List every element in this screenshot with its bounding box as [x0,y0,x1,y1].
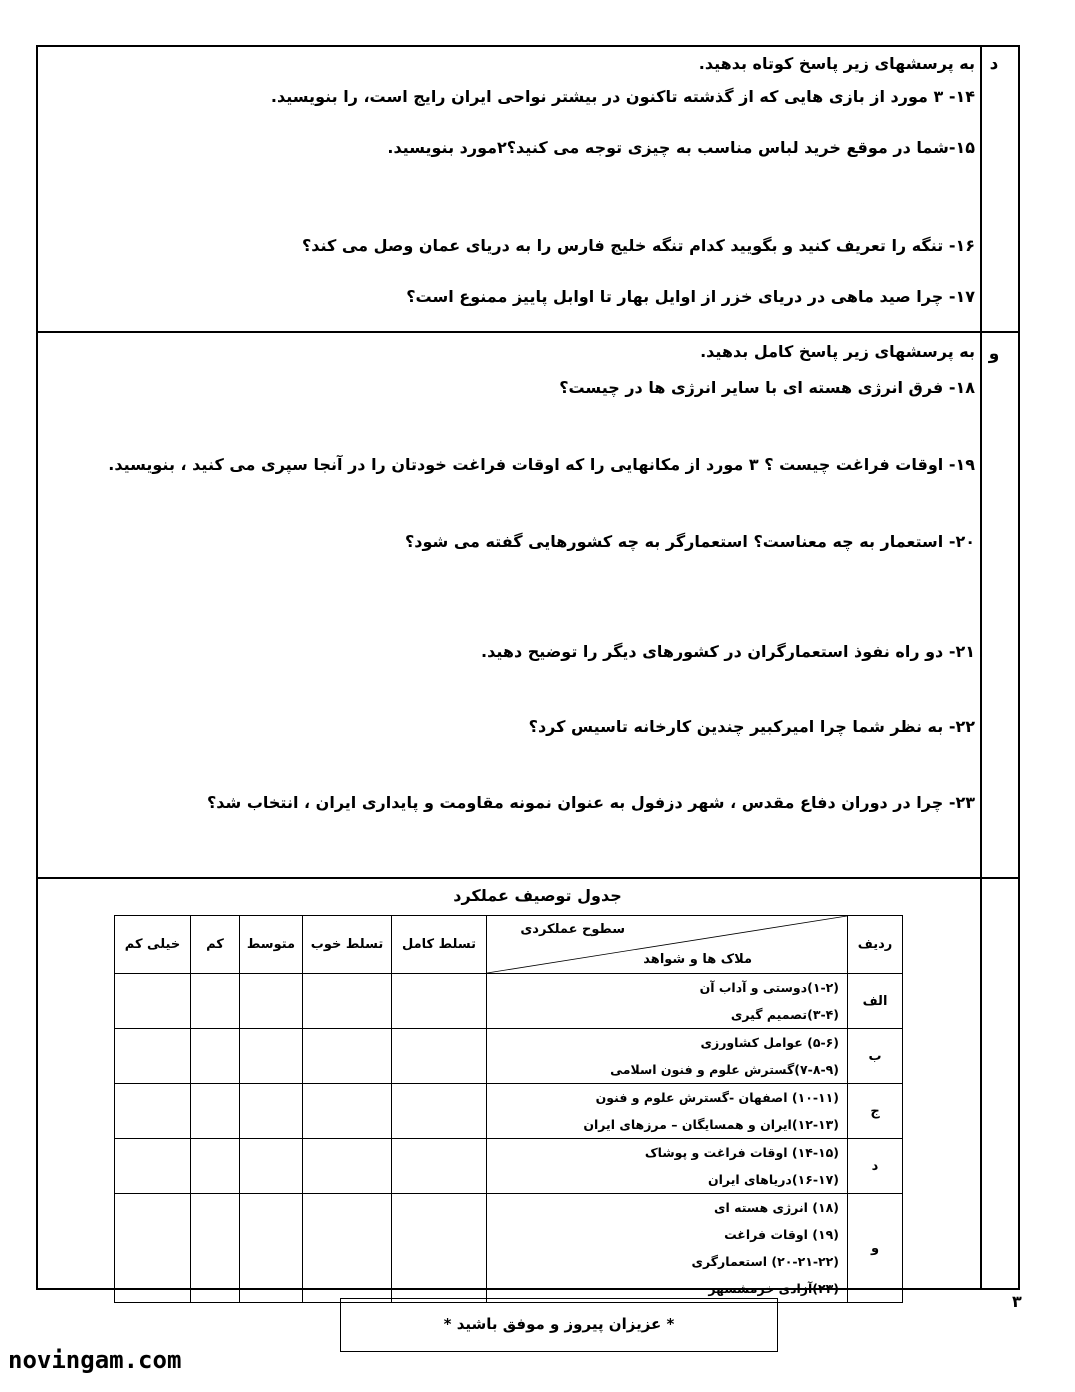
question-17: ۱۷- چرا صید ماهی در دریای خزر از اوایل بهار تا اوابل پاییز ممنوع است؟ [406,287,975,306]
row-label: ب [848,1029,903,1084]
score-cell[interactable] [240,1084,303,1139]
criteria-item: (۲۳)آزادی خرمشسهر [708,1281,839,1296]
section-divider [36,877,1020,879]
score-cell[interactable] [392,1084,487,1139]
performance-table [114,915,903,1303]
header-level-very-low: خیلی کم [115,916,191,974]
score-cell[interactable] [115,1194,191,1303]
criteria-item: (۳-۴)تصمیم گیری [730,1007,839,1022]
criteria-item: (۱۰-۱۱) اصفهان -گسترش علوم و فنون [595,1090,839,1105]
header-level-medium: متوسط [240,916,303,974]
score-cell[interactable] [240,1194,303,1303]
score-cell[interactable] [240,1139,303,1194]
section-divider [36,331,1020,333]
question-20: ۲۰- استعمار به چه معناست؟ استعمارگر به چه کشورهایی گفته می شود؟ [404,532,975,551]
row-criteria [487,1139,848,1194]
criteria-item: (۱۶-۱۷)دریاهای ایران [707,1172,839,1187]
table-row [115,1194,903,1303]
criteria-item: (۱۹) اوقات فراغت [724,1227,839,1242]
header-level-good: تسلط خوب [303,916,392,974]
score-cell[interactable] [115,1139,191,1194]
criteria-item: (۱۲-۱۳)ایران و همسایگان – مرزهای ایران [583,1117,839,1132]
score-cell[interactable] [392,1139,487,1194]
score-cell[interactable] [115,1029,191,1084]
criteria-item: (۱۸) انرژی هسته ای [714,1200,839,1215]
row-label: د [848,1139,903,1194]
section-letter-v: و [988,344,1000,364]
score-cell[interactable] [303,1084,392,1139]
row-criteria [487,974,848,1029]
section-v-instruction: به پرسشهای زیر پاسخ کامل بدهید. [700,342,975,361]
score-cell[interactable] [392,1029,487,1084]
header-level-full: تسلط کامل [392,916,487,974]
header-radif: ردیف [848,916,903,974]
row-label: الف [848,974,903,1029]
question-18: ۱۸- فرق انرژی هسته ای با سایر انرژی ها در چیست؟ [559,378,975,397]
score-cell[interactable] [303,1139,392,1194]
header-criteria [487,916,848,974]
closing-message: * عزیزان پیروز و موفق باشید * [340,1298,778,1352]
row-label: ج [848,1084,903,1139]
score-cell[interactable] [392,974,487,1029]
score-cell[interactable] [240,974,303,1029]
row-label: و [848,1194,903,1303]
section-d-instruction: به پرسشهای زیر پاسخ کوتاه بدهید. [698,54,975,73]
row-criteria [487,1029,848,1084]
question-14: ۱۴- ۳ مورد از بازی هایی که از گذشته تاکنون در بیشتر نواحی ایران رایج است، را بنویسید. [270,87,975,106]
question-21: ۲۱- دو راه نفوذ استعمارگران در کشورهای دیگر را توضیح دهید. [481,642,975,661]
table-row [115,974,903,1029]
row-criteria [487,1194,848,1303]
score-cell[interactable] [191,1084,240,1139]
criteria-item: (۷-۸-۹)گسترش علوم و فنون اسلامی [610,1062,839,1077]
question-19: ۱۹- اوقات فراغت چیست ؟ ۳ مورد از مکانهایی را که اوقات فراغت خودتان را در آنجا سپری می کنید ، بنویسید. [108,455,975,474]
question-16: ۱۶- تنگه را تعریف کنید و بگویید کدام تنگه خلیج فارس را به دریای عمان وصل می کند؟ [301,236,975,255]
table-row [115,1029,903,1084]
row-criteria [487,1084,848,1139]
table-row [115,1139,903,1194]
score-cell[interactable] [303,974,392,1029]
header-levels-label: سطوح عملکردی [520,922,625,937]
site-watermark: novingam.com [8,1346,182,1374]
letter-column-divider [980,45,982,1290]
section-letter-d: د [989,54,999,74]
criteria-item: (۱-۲)دوستی و آداب آن [699,980,839,995]
question-15: ۱۵-شما در موقع خرید لباس مناسب به چیزی توجه می کنید؟۲مورد بنویسید. [387,138,975,157]
score-cell[interactable] [191,1029,240,1084]
table-caption: جدول توصیف عملکرد [453,886,622,905]
score-cell[interactable] [303,1029,392,1084]
score-cell[interactable] [191,1194,240,1303]
header-criteria-label: ملاک ها و شواهد [643,952,752,967]
question-23: ۲۳- چرا در دوران دفاع مقدس ، شهر دزفول به عنوان نمونه مقاومت و پایداری ایران ، انتخاب شد؟ [206,793,975,812]
page-number: ۳ [1012,1292,1022,1311]
score-cell[interactable] [240,1029,303,1084]
score-cell[interactable] [115,1084,191,1139]
score-cell[interactable] [303,1194,392,1303]
score-cell[interactable] [191,1139,240,1194]
score-cell[interactable] [115,974,191,1029]
table-row [115,1084,903,1139]
score-cell[interactable] [392,1194,487,1303]
header-level-low: کم [191,916,240,974]
criteria-item: (۱۴-۱۵) اوقات فراغت و پوشاک [644,1145,839,1160]
score-cell[interactable] [191,974,240,1029]
criteria-item: (۵-۶) عوامل کشاورزی [700,1035,839,1050]
criteria-item: (۲۰-۲۱-۲۲) استعمارگری [691,1254,839,1269]
question-22: ۲۲- به نظر شما چرا امیرکبیر چندین کارخانه تاسیس کرد؟ [528,717,975,736]
table-header-row [115,916,903,974]
